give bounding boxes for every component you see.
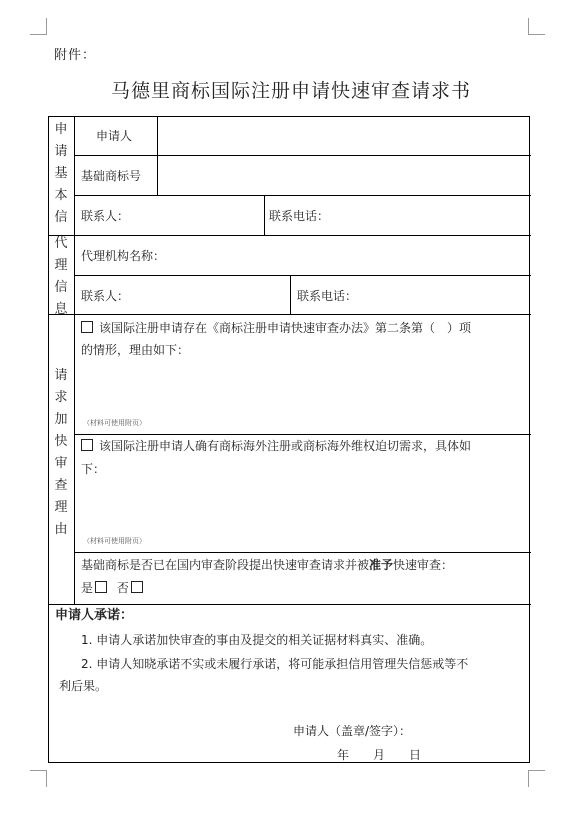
agency-name-label: 代理机构名称： [81,249,166,263]
base-mark-no-label: 基础商标号 [81,169,142,183]
pledge-heading: 申请人承诺： [55,608,134,623]
crop-mark-top-left [30,18,47,35]
section-label-agent-info: 代 理 信 息 [54,236,68,317]
yes-checkbox[interactable] [95,581,107,593]
applicant-contact-phone-label: 联系电话： [269,209,330,223]
option2-row [81,438,471,454]
agent-contact-person-label: 联系人： [81,289,130,303]
applicant-label: 申请人 [96,129,133,143]
no-label: 否 [116,581,129,595]
pledge-item-2-line2: 利后果。 [59,679,108,693]
section-label-applicant-info: 申 请 基 本 信 [54,122,68,225]
applicant-contact-person-label: 联系人： [81,209,130,223]
option1-attachment-note: （材料可使用附页） [83,419,146,427]
base-mark-no-field[interactable] [158,156,531,195]
pledge-item-2-line1: 2. 申请人知晓承诺不实或未履行承诺，将可能承担信用管理失信惩戒等不 [81,657,469,671]
prior-request-question: 基础商标是否已在国内审查阶段提出快速审查请求并被准予快速审查： [81,558,454,572]
crop-mark-bottom-left [30,770,47,787]
option1-text-line2: 的情形，理由如下： [81,343,190,357]
section-label-reason: 请 求 加 快 审 查 理 由 [54,368,68,537]
prior-request-options [81,580,149,596]
option2-text-line1: 该国际注册申请人确有商标海外注册或商标海外维权迫切需求，具体如 [99,439,472,453]
applicant-field[interactable] [158,118,531,155]
pledge-item-1: 1. 申请人承诺加快审查的事由及提交的相关证据材料真实、准确。 [81,633,433,647]
request-form-table [48,116,530,763]
agent-contact-phone-label: 联系电话： [297,289,358,303]
crop-mark-top-right [528,18,545,35]
option2-checkbox[interactable] [81,439,93,451]
option1-row [81,320,471,336]
date-label: 年 月 日 [337,748,422,762]
page-title: 马德里商标国际注册申请快速审查请求书 [110,80,471,102]
option1-checkbox[interactable] [81,321,93,333]
attachment-label: 附件： [54,48,97,63]
option1-text-line1: 该国际注册申请存在《商标注册申请快速审查办法》第二条第（ ）项 [99,321,472,335]
crop-mark-bottom-right [528,770,545,787]
option2-attachment-note: （材料可使用附页） [83,537,146,545]
signature-label: 申请人（盖章/签字）： [293,724,412,738]
no-checkbox[interactable] [131,581,143,593]
option2-text-line2: 下： [81,462,106,476]
yes-label: 是 [81,581,94,595]
